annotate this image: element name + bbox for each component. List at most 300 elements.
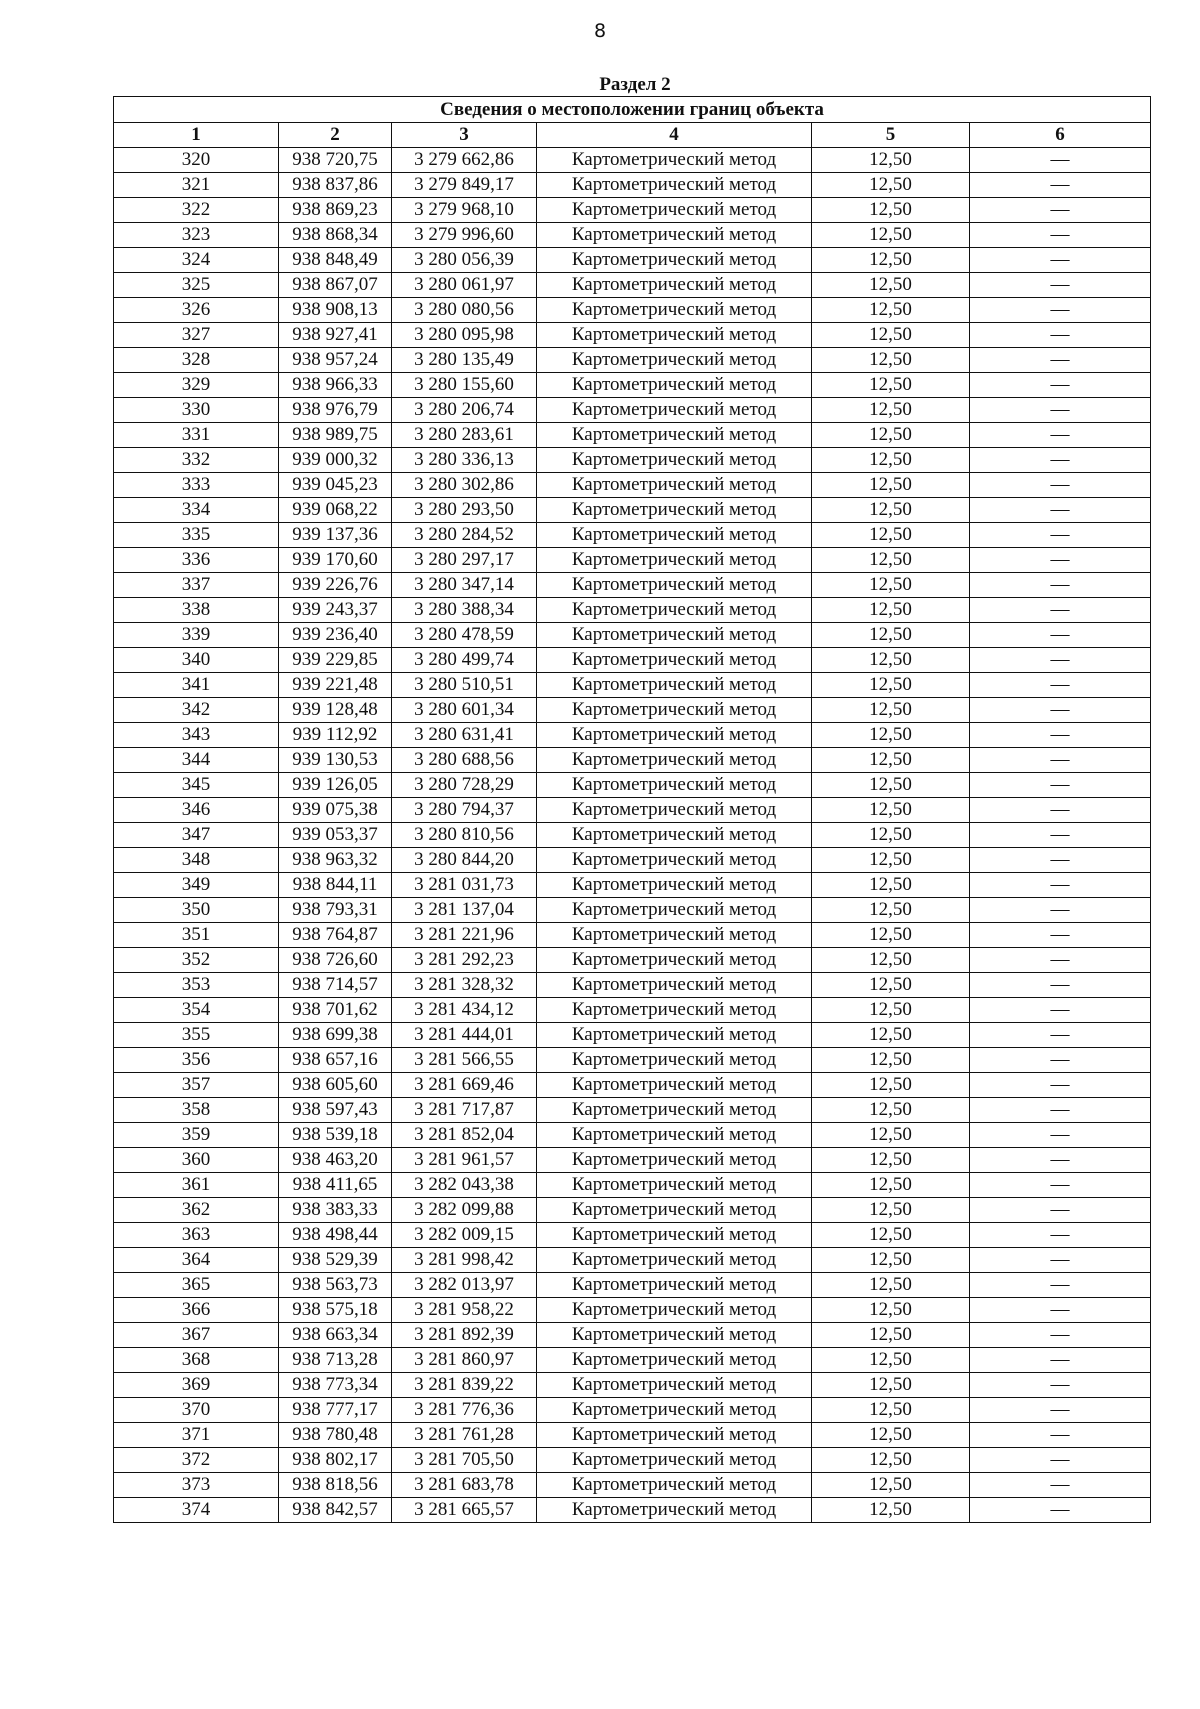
table-row	[114, 748, 1151, 773]
point-number-cell: 328	[114, 348, 279, 373]
y-coordinate-cell: 3 280 095,98	[392, 323, 537, 348]
method-cell: Картометрический метод	[537, 1148, 812, 1173]
description-cell: —	[970, 1198, 1151, 1223]
method-cell: Картометрический метод	[537, 1198, 812, 1223]
accuracy-cell: 12,50	[812, 1248, 970, 1273]
x-coordinate-cell: 938 842,57	[279, 1498, 392, 1523]
accuracy-cell: 12,50	[812, 798, 970, 823]
table-row	[114, 1073, 1151, 1098]
point-number-cell: 359	[114, 1123, 279, 1148]
accuracy-cell: 12,50	[812, 1173, 970, 1198]
table-row	[114, 1373, 1151, 1398]
y-coordinate-cell: 3 281 434,12	[392, 998, 537, 1023]
accuracy-cell: 12,50	[812, 1098, 970, 1123]
point-number-cell: 326	[114, 298, 279, 323]
point-number-cell: 321	[114, 173, 279, 198]
description-cell: —	[970, 548, 1151, 573]
table-row	[114, 548, 1151, 573]
method-cell: Картометрический метод	[537, 248, 812, 273]
y-coordinate-cell: 3 279 662,86	[392, 148, 537, 173]
method-cell: Картометрический метод	[537, 948, 812, 973]
description-cell: —	[970, 1448, 1151, 1473]
table-row	[114, 848, 1151, 873]
point-number-cell: 352	[114, 948, 279, 973]
method-cell: Картометрический метод	[537, 223, 812, 248]
method-cell: Картометрический метод	[537, 398, 812, 423]
column-header: 4	[537, 123, 812, 148]
point-number-cell: 333	[114, 473, 279, 498]
point-number-cell: 363	[114, 1223, 279, 1248]
accuracy-cell: 12,50	[812, 1348, 970, 1373]
y-coordinate-cell: 3 281 705,50	[392, 1448, 537, 1473]
accuracy-cell: 12,50	[812, 673, 970, 698]
description-cell: —	[970, 148, 1151, 173]
method-cell: Картометрический метод	[537, 1448, 812, 1473]
method-cell: Картометрический метод	[537, 998, 812, 1023]
method-cell: Картометрический метод	[537, 1398, 812, 1423]
description-cell: —	[970, 223, 1151, 248]
point-number-cell: 329	[114, 373, 279, 398]
point-number-cell: 334	[114, 498, 279, 523]
column-header: 5	[812, 123, 970, 148]
y-coordinate-cell: 3 281 566,55	[392, 1048, 537, 1073]
method-cell: Картометрический метод	[537, 573, 812, 598]
point-number-cell: 366	[114, 1298, 279, 1323]
table-row	[114, 498, 1151, 523]
y-coordinate-cell: 3 280 631,41	[392, 723, 537, 748]
y-coordinate-cell: 3 281 892,39	[392, 1323, 537, 1348]
x-coordinate-cell: 938 597,43	[279, 1098, 392, 1123]
description-cell: —	[970, 1323, 1151, 1348]
table-row	[114, 198, 1151, 223]
method-cell: Картометрический метод	[537, 1498, 812, 1523]
method-cell: Картометрический метод	[537, 598, 812, 623]
table-row	[114, 398, 1151, 423]
description-cell: —	[970, 698, 1151, 723]
point-number-cell: 331	[114, 423, 279, 448]
description-cell: —	[970, 1498, 1151, 1523]
x-coordinate-cell: 938 720,75	[279, 148, 392, 173]
y-coordinate-cell: 3 282 013,97	[392, 1273, 537, 1298]
description-cell: —	[970, 373, 1151, 398]
x-coordinate-cell: 938 927,41	[279, 323, 392, 348]
x-coordinate-cell: 938 773,34	[279, 1373, 392, 1398]
point-number-cell: 349	[114, 873, 279, 898]
method-cell: Картометрический метод	[537, 1423, 812, 1448]
accuracy-cell: 12,50	[812, 448, 970, 473]
table-row	[114, 923, 1151, 948]
y-coordinate-cell: 3 281 998,42	[392, 1248, 537, 1273]
point-number-cell: 358	[114, 1098, 279, 1123]
point-number-cell: 342	[114, 698, 279, 723]
x-coordinate-cell: 938 529,39	[279, 1248, 392, 1273]
point-number-cell: 341	[114, 673, 279, 698]
table-caption: Сведения о местоположении границ объекта	[114, 97, 1151, 123]
x-coordinate-cell: 939 137,36	[279, 523, 392, 548]
point-number-cell: 327	[114, 323, 279, 348]
table-row	[114, 1148, 1151, 1173]
point-number-cell: 336	[114, 548, 279, 573]
x-coordinate-cell: 938 463,20	[279, 1148, 392, 1173]
accuracy-cell: 12,50	[812, 623, 970, 648]
table-row	[114, 998, 1151, 1023]
point-number-cell: 357	[114, 1073, 279, 1098]
description-cell: —	[970, 1248, 1151, 1273]
accuracy-cell: 12,50	[812, 1373, 970, 1398]
accuracy-cell: 12,50	[812, 1323, 970, 1348]
x-coordinate-cell: 939 229,85	[279, 648, 392, 673]
method-cell: Картометрический метод	[537, 298, 812, 323]
point-number-cell: 360	[114, 1148, 279, 1173]
x-coordinate-cell: 938 966,33	[279, 373, 392, 398]
y-coordinate-cell: 3 280 499,74	[392, 648, 537, 673]
method-cell: Картометрический метод	[537, 923, 812, 948]
table-row	[114, 1398, 1151, 1423]
table-row	[114, 1248, 1151, 1273]
y-coordinate-cell: 3 280 347,14	[392, 573, 537, 598]
y-coordinate-cell: 3 281 328,32	[392, 973, 537, 998]
method-cell: Картометрический метод	[537, 1048, 812, 1073]
point-number-cell: 356	[114, 1048, 279, 1073]
accuracy-cell: 12,50	[812, 1023, 970, 1048]
x-coordinate-cell: 938 701,62	[279, 998, 392, 1023]
table-row	[114, 323, 1151, 348]
table-row	[114, 148, 1151, 173]
description-cell: —	[970, 1398, 1151, 1423]
y-coordinate-cell: 3 281 852,04	[392, 1123, 537, 1148]
column-header: 6	[970, 123, 1151, 148]
y-coordinate-cell: 3 280 336,13	[392, 448, 537, 473]
description-cell: —	[970, 623, 1151, 648]
column-header: 1	[114, 123, 279, 148]
x-coordinate-cell: 938 957,24	[279, 348, 392, 373]
description-cell: —	[970, 498, 1151, 523]
table-row	[114, 273, 1151, 298]
description-cell: —	[970, 248, 1151, 273]
method-cell: Картометрический метод	[537, 173, 812, 198]
method-cell: Картометрический метод	[537, 148, 812, 173]
table-row	[114, 773, 1151, 798]
description-cell: —	[970, 1298, 1151, 1323]
column-header-row	[114, 123, 1151, 148]
description-cell: —	[970, 1273, 1151, 1298]
x-coordinate-cell: 939 128,48	[279, 698, 392, 723]
description-cell: —	[970, 923, 1151, 948]
point-number-cell: 347	[114, 823, 279, 848]
y-coordinate-cell: 3 281 683,78	[392, 1473, 537, 1498]
x-coordinate-cell: 938 780,48	[279, 1423, 392, 1448]
table-row	[114, 1198, 1151, 1223]
x-coordinate-cell: 938 868,34	[279, 223, 392, 248]
x-coordinate-cell: 939 130,53	[279, 748, 392, 773]
description-cell: —	[970, 723, 1151, 748]
accuracy-cell: 12,50	[812, 1198, 970, 1223]
method-cell: Картометрический метод	[537, 648, 812, 673]
method-cell: Картометрический метод	[537, 198, 812, 223]
point-number-cell: 322	[114, 198, 279, 223]
table-row	[114, 373, 1151, 398]
method-cell: Картометрический метод	[537, 1173, 812, 1198]
y-coordinate-cell: 3 280 206,74	[392, 398, 537, 423]
y-coordinate-cell: 3 280 794,37	[392, 798, 537, 823]
method-cell: Картометрический метод	[537, 973, 812, 998]
y-coordinate-cell: 3 281 860,97	[392, 1348, 537, 1373]
point-number-cell: 371	[114, 1423, 279, 1448]
method-cell: Картометрический метод	[537, 473, 812, 498]
point-number-cell: 323	[114, 223, 279, 248]
table-row	[114, 1098, 1151, 1123]
table-row	[114, 1298, 1151, 1323]
point-number-cell: 353	[114, 973, 279, 998]
x-coordinate-cell: 938 657,16	[279, 1048, 392, 1073]
accuracy-cell: 12,50	[812, 1048, 970, 1073]
y-coordinate-cell: 3 281 761,28	[392, 1423, 537, 1448]
boundary-coordinates-table	[113, 96, 1151, 1523]
x-coordinate-cell: 938 837,86	[279, 173, 392, 198]
y-coordinate-cell: 3 280 601,34	[392, 698, 537, 723]
accuracy-cell: 12,50	[812, 648, 970, 673]
table-row	[114, 1273, 1151, 1298]
method-cell: Картометрический метод	[537, 898, 812, 923]
x-coordinate-cell: 939 000,32	[279, 448, 392, 473]
table-row	[114, 798, 1151, 823]
method-cell: Картометрический метод	[537, 523, 812, 548]
x-coordinate-cell: 938 605,60	[279, 1073, 392, 1098]
description-cell: —	[970, 198, 1151, 223]
method-cell: Картометрический метод	[537, 748, 812, 773]
y-coordinate-cell: 3 281 961,57	[392, 1148, 537, 1173]
accuracy-cell: 12,50	[812, 923, 970, 948]
x-coordinate-cell: 938 989,75	[279, 423, 392, 448]
method-cell: Картометрический метод	[537, 273, 812, 298]
column-header: 2	[279, 123, 392, 148]
table-row	[114, 1223, 1151, 1248]
point-number-cell: 372	[114, 1448, 279, 1473]
accuracy-cell: 12,50	[812, 1423, 970, 1448]
accuracy-cell: 12,50	[812, 273, 970, 298]
accuracy-cell: 12,50	[812, 298, 970, 323]
accuracy-cell: 12,50	[812, 548, 970, 573]
accuracy-cell: 12,50	[812, 1223, 970, 1248]
table-row	[114, 898, 1151, 923]
point-number-cell: 348	[114, 848, 279, 873]
method-cell: Картометрический метод	[537, 1098, 812, 1123]
method-cell: Картометрический метод	[537, 1323, 812, 1348]
accuracy-cell: 12,50	[812, 348, 970, 373]
table-row	[114, 1423, 1151, 1448]
y-coordinate-cell: 3 280 283,61	[392, 423, 537, 448]
y-coordinate-cell: 3 281 839,22	[392, 1373, 537, 1398]
description-cell: —	[970, 1098, 1151, 1123]
method-cell: Картометрический метод	[537, 423, 812, 448]
y-coordinate-cell: 3 279 849,17	[392, 173, 537, 198]
method-cell: Картометрический метод	[537, 773, 812, 798]
table-row	[114, 1498, 1151, 1523]
point-number-cell: 351	[114, 923, 279, 948]
point-number-cell: 335	[114, 523, 279, 548]
description-cell: —	[970, 1173, 1151, 1198]
point-number-cell: 374	[114, 1498, 279, 1523]
point-number-cell: 343	[114, 723, 279, 748]
table-row	[114, 448, 1151, 473]
y-coordinate-cell: 3 280 056,39	[392, 248, 537, 273]
method-cell: Картометрический метод	[537, 498, 812, 523]
accuracy-cell: 12,50	[812, 748, 970, 773]
accuracy-cell: 12,50	[812, 948, 970, 973]
description-cell: —	[970, 948, 1151, 973]
description-cell: —	[970, 523, 1151, 548]
point-number-cell: 355	[114, 1023, 279, 1048]
y-coordinate-cell: 3 280 297,17	[392, 548, 537, 573]
y-coordinate-cell: 3 282 009,15	[392, 1223, 537, 1248]
y-coordinate-cell: 3 281 137,04	[392, 898, 537, 923]
method-cell: Картометрический метод	[537, 1248, 812, 1273]
description-cell: —	[970, 1073, 1151, 1098]
method-cell: Картометрический метод	[537, 1473, 812, 1498]
method-cell: Картометрический метод	[537, 373, 812, 398]
description-cell: —	[970, 973, 1151, 998]
description-cell: —	[970, 573, 1151, 598]
description-cell: —	[970, 823, 1151, 848]
y-coordinate-cell: 3 281 444,01	[392, 1023, 537, 1048]
table-row	[114, 573, 1151, 598]
point-number-cell: 362	[114, 1198, 279, 1223]
description-cell: —	[970, 1473, 1151, 1498]
x-coordinate-cell: 938 844,11	[279, 873, 392, 898]
method-cell: Картометрический метод	[537, 798, 812, 823]
point-number-cell: 373	[114, 1473, 279, 1498]
table-row	[114, 723, 1151, 748]
x-coordinate-cell: 939 126,05	[279, 773, 392, 798]
table-row	[114, 1323, 1151, 1348]
description-cell: —	[970, 1023, 1151, 1048]
x-coordinate-cell: 938 383,33	[279, 1198, 392, 1223]
y-coordinate-cell: 3 280 688,56	[392, 748, 537, 773]
x-coordinate-cell: 938 699,38	[279, 1023, 392, 1048]
description-cell: —	[970, 1423, 1151, 1448]
x-coordinate-cell: 939 226,76	[279, 573, 392, 598]
y-coordinate-cell: 3 281 776,36	[392, 1398, 537, 1423]
accuracy-cell: 12,50	[812, 398, 970, 423]
description-cell: —	[970, 673, 1151, 698]
method-cell: Картометрический метод	[537, 448, 812, 473]
y-coordinate-cell: 3 281 665,57	[392, 1498, 537, 1523]
accuracy-cell: 12,50	[812, 173, 970, 198]
point-number-cell: 365	[114, 1273, 279, 1298]
accuracy-cell: 12,50	[812, 1148, 970, 1173]
point-number-cell: 368	[114, 1348, 279, 1373]
accuracy-cell: 12,50	[812, 848, 970, 873]
table-row	[114, 473, 1151, 498]
y-coordinate-cell: 3 280 061,97	[392, 273, 537, 298]
description-cell: —	[970, 1373, 1151, 1398]
table-row	[114, 673, 1151, 698]
table-row	[114, 298, 1151, 323]
point-number-cell: 338	[114, 598, 279, 623]
point-number-cell: 320	[114, 148, 279, 173]
table-row	[114, 1048, 1151, 1073]
point-number-cell: 350	[114, 898, 279, 923]
method-cell: Картометрический метод	[537, 673, 812, 698]
x-coordinate-cell: 939 112,92	[279, 723, 392, 748]
description-cell: —	[970, 1048, 1151, 1073]
method-cell: Картометрический метод	[537, 1273, 812, 1298]
method-cell: Картометрический метод	[537, 1073, 812, 1098]
accuracy-cell: 12,50	[812, 698, 970, 723]
description-cell: —	[970, 323, 1151, 348]
table-row	[114, 1473, 1151, 1498]
description-cell: —	[970, 998, 1151, 1023]
point-number-cell: 345	[114, 773, 279, 798]
point-number-cell: 325	[114, 273, 279, 298]
point-number-cell: 330	[114, 398, 279, 423]
point-number-cell: 339	[114, 623, 279, 648]
x-coordinate-cell: 938 848,49	[279, 248, 392, 273]
point-number-cell: 337	[114, 573, 279, 598]
x-coordinate-cell: 938 976,79	[279, 398, 392, 423]
point-number-cell: 344	[114, 748, 279, 773]
description-cell: —	[970, 473, 1151, 498]
description-cell: —	[970, 748, 1151, 773]
x-coordinate-cell: 939 221,48	[279, 673, 392, 698]
method-cell: Картометрический метод	[537, 698, 812, 723]
x-coordinate-cell: 938 818,56	[279, 1473, 392, 1498]
accuracy-cell: 12,50	[812, 873, 970, 898]
table-row	[114, 623, 1151, 648]
table-row	[114, 948, 1151, 973]
method-cell: Картометрический метод	[537, 323, 812, 348]
table-row	[114, 1123, 1151, 1148]
x-coordinate-cell: 938 539,18	[279, 1123, 392, 1148]
section-title: Раздел 2	[599, 74, 671, 95]
x-coordinate-cell: 938 663,34	[279, 1323, 392, 1348]
y-coordinate-cell: 3 280 135,49	[392, 348, 537, 373]
accuracy-cell: 12,50	[812, 423, 970, 448]
y-coordinate-cell: 3 280 810,56	[392, 823, 537, 848]
y-coordinate-cell: 3 281 669,46	[392, 1073, 537, 1098]
x-coordinate-cell: 939 243,37	[279, 598, 392, 623]
table-row	[114, 873, 1151, 898]
y-coordinate-cell: 3 281 958,22	[392, 1298, 537, 1323]
accuracy-cell: 12,50	[812, 198, 970, 223]
table-row	[114, 1448, 1151, 1473]
description-cell: —	[970, 798, 1151, 823]
accuracy-cell: 12,50	[812, 473, 970, 498]
point-number-cell: 340	[114, 648, 279, 673]
accuracy-cell: 12,50	[812, 998, 970, 1023]
x-coordinate-cell: 938 793,31	[279, 898, 392, 923]
x-coordinate-cell: 938 713,28	[279, 1348, 392, 1373]
description-cell: —	[970, 273, 1151, 298]
x-coordinate-cell: 938 411,65	[279, 1173, 392, 1198]
accuracy-cell: 12,50	[812, 523, 970, 548]
table-body	[114, 148, 1151, 1523]
method-cell: Картометрический метод	[537, 848, 812, 873]
y-coordinate-cell: 3 279 996,60	[392, 223, 537, 248]
x-coordinate-cell: 939 068,22	[279, 498, 392, 523]
accuracy-cell: 12,50	[812, 223, 970, 248]
method-cell: Картометрический метод	[537, 348, 812, 373]
y-coordinate-cell: 3 280 284,52	[392, 523, 537, 548]
table-row	[114, 1023, 1151, 1048]
description-cell: —	[970, 348, 1151, 373]
point-number-cell: 332	[114, 448, 279, 473]
description-cell: —	[970, 773, 1151, 798]
description-cell: —	[970, 1123, 1151, 1148]
method-cell: Картометрический метод	[537, 1298, 812, 1323]
description-cell: —	[970, 173, 1151, 198]
accuracy-cell: 12,50	[812, 1298, 970, 1323]
